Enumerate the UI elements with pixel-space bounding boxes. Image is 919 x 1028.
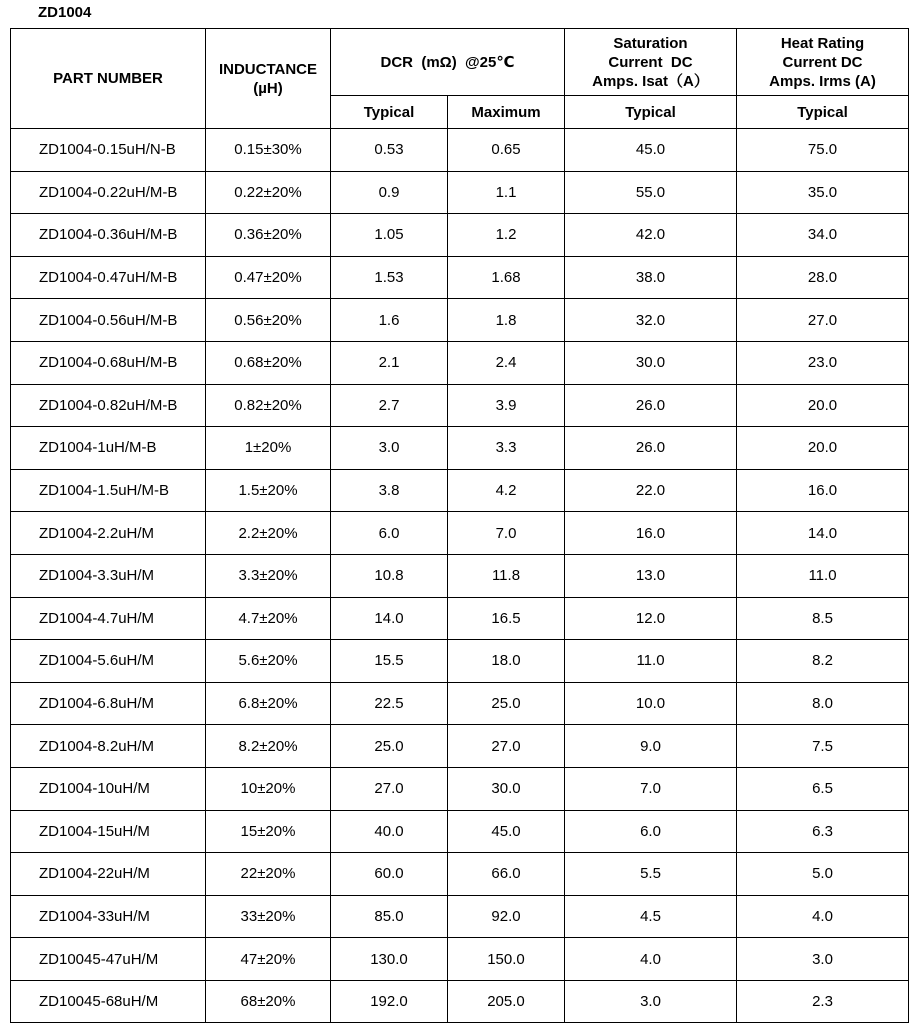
table-row (11, 810, 909, 853)
table-row (11, 938, 909, 981)
cell-dcr-maximum: 150.0 (448, 938, 565, 981)
header-saturation-line2: Current DC (608, 53, 693, 71)
cell-dcr-typical: 3.0 (331, 427, 448, 470)
table-row (11, 767, 909, 810)
cell-dcr-maximum: 1.2 (448, 214, 565, 257)
header-heat-line2: Current DC (782, 53, 863, 71)
header-inductance (206, 29, 331, 129)
cell-dcr-maximum: 18.0 (448, 640, 565, 683)
cell-dcr-typical: 6.0 (331, 512, 448, 555)
cell-dcr-maximum: 2.4 (448, 341, 565, 384)
cell-irms-typical: 23.0 (737, 341, 909, 384)
cell-irms-typical: 4.0 (737, 895, 909, 938)
cell-dcr-typical: 1.05 (331, 214, 448, 257)
header-isat-typical: Typical (565, 96, 737, 129)
table-row (11, 129, 909, 172)
cell-dcr-typical: 40.0 (331, 810, 448, 853)
cell-isat-typical: 11.0 (565, 640, 737, 683)
cell-inductance: 47±20% (206, 938, 331, 981)
spec-table (10, 28, 909, 1023)
cell-dcr-maximum: 3.3 (448, 427, 565, 470)
header-irms-typical: Typical (737, 96, 909, 129)
cell-irms-typical: 20.0 (737, 427, 909, 470)
cell-irms-typical: 35.0 (737, 171, 909, 214)
cell-irms-typical: 28.0 (737, 256, 909, 299)
cell-dcr-typical: 0.53 (331, 129, 448, 172)
header-part-number: PART NUMBER (11, 29, 206, 129)
cell-dcr-typical: 1.53 (331, 256, 448, 299)
cell-isat-typical: 4.5 (565, 895, 737, 938)
cell-part-number: ZD1004-3.3uH/M (11, 554, 206, 597)
cell-isat-typical: 32.0 (565, 299, 737, 342)
table-row (11, 256, 909, 299)
cell-isat-typical: 42.0 (565, 214, 737, 257)
cell-dcr-typical: 60.0 (331, 853, 448, 896)
cell-part-number: ZD1004-6.8uH/M (11, 682, 206, 725)
cell-irms-typical: 14.0 (737, 512, 909, 555)
cell-isat-typical: 13.0 (565, 554, 737, 597)
table-row (11, 214, 909, 257)
cell-part-number: ZD1004-8.2uH/M (11, 725, 206, 768)
table-row (11, 895, 909, 938)
cell-inductance: 0.82±20% (206, 384, 331, 427)
header-heat-line3: Amps. Irms (A) (769, 72, 876, 90)
cell-inductance: 5.6±20% (206, 640, 331, 683)
cell-isat-typical: 10.0 (565, 682, 737, 725)
cell-irms-typical: 8.2 (737, 640, 909, 683)
cell-irms-typical: 20.0 (737, 384, 909, 427)
cell-part-number: ZD1004-15uH/M (11, 810, 206, 853)
cell-inductance: 0.36±20% (206, 214, 331, 257)
cell-isat-typical: 45.0 (565, 129, 737, 172)
header-inductance-line1: INDUCTANCE (218, 60, 318, 78)
cell-inductance: 3.3±20% (206, 554, 331, 597)
cell-dcr-maximum: 25.0 (448, 682, 565, 725)
table-row (11, 171, 909, 214)
cell-part-number: ZD1004-22uH/M (11, 853, 206, 896)
cell-dcr-typical: 1.6 (331, 299, 448, 342)
cell-dcr-typical: 130.0 (331, 938, 448, 981)
table-row (11, 853, 909, 896)
cell-dcr-maximum: 30.0 (448, 767, 565, 810)
cell-dcr-maximum: 27.0 (448, 725, 565, 768)
cell-irms-typical: 8.5 (737, 597, 909, 640)
cell-dcr-typical: 27.0 (331, 767, 448, 810)
cell-part-number: ZD1004-0.82uH/M-B (11, 384, 206, 427)
cell-isat-typical: 26.0 (565, 384, 737, 427)
header-saturation-line1: Saturation (613, 34, 688, 52)
table-row (11, 640, 909, 683)
table-row (11, 512, 909, 555)
cell-dcr-typical: 10.8 (331, 554, 448, 597)
cell-dcr-typical: 15.5 (331, 640, 448, 683)
header-heat-line1: Heat Rating (780, 34, 865, 52)
cell-dcr-maximum: 7.0 (448, 512, 565, 555)
cell-inductance: 68±20% (206, 980, 331, 1023)
cell-inductance: 0.68±20% (206, 341, 331, 384)
cell-dcr-maximum: 0.65 (448, 129, 565, 172)
cell-inductance: 0.22±20% (206, 171, 331, 214)
cell-part-number: ZD1004-2.2uH/M (11, 512, 206, 555)
cell-isat-typical: 3.0 (565, 980, 737, 1023)
cell-irms-typical: 75.0 (737, 129, 909, 172)
cell-dcr-maximum: 66.0 (448, 853, 565, 896)
cell-isat-typical: 38.0 (565, 256, 737, 299)
cell-inductance: 4.7±20% (206, 597, 331, 640)
header-dcr-typical: Typical (331, 96, 448, 129)
cell-inductance: 33±20% (206, 895, 331, 938)
cell-isat-typical: 30.0 (565, 341, 737, 384)
cell-part-number: ZD1004-10uH/M (11, 767, 206, 810)
cell-part-number: ZD1004-1.5uH/M-B (11, 469, 206, 512)
table-row (11, 980, 909, 1023)
cell-irms-typical: 11.0 (737, 554, 909, 597)
cell-dcr-typical: 85.0 (331, 895, 448, 938)
cell-part-number: ZD1004-33uH/M (11, 895, 206, 938)
header-dcr: DCR (mΩ) @25℃ (331, 29, 565, 96)
cell-inductance: 8.2±20% (206, 725, 331, 768)
cell-dcr-typical: 22.5 (331, 682, 448, 725)
cell-isat-typical: 4.0 (565, 938, 737, 981)
cell-isat-typical: 12.0 (565, 597, 737, 640)
header-saturation-line3: Amps. Isat（A） (592, 72, 709, 90)
cell-part-number: ZD1004-0.47uH/M-B (11, 256, 206, 299)
cell-inductance: 2.2±20% (206, 512, 331, 555)
cell-part-number: ZD10045-47uH/M (11, 938, 206, 981)
header-saturation-current (565, 29, 737, 96)
cell-inductance: 1±20% (206, 427, 331, 470)
table-row (11, 725, 909, 768)
cell-irms-typical: 16.0 (737, 469, 909, 512)
cell-inductance: 15±20% (206, 810, 331, 853)
cell-inductance: 0.15±30% (206, 129, 331, 172)
cell-inductance: 1.5±20% (206, 469, 331, 512)
cell-isat-typical: 55.0 (565, 171, 737, 214)
cell-dcr-typical: 14.0 (331, 597, 448, 640)
cell-dcr-maximum: 16.5 (448, 597, 565, 640)
cell-dcr-maximum: 11.8 (448, 554, 565, 597)
cell-isat-typical: 5.5 (565, 853, 737, 896)
cell-irms-typical: 6.5 (737, 767, 909, 810)
cell-dcr-typical: 2.1 (331, 341, 448, 384)
cell-inductance: 22±20% (206, 853, 331, 896)
cell-part-number: ZD1004-0.36uH/M-B (11, 214, 206, 257)
cell-dcr-maximum: 1.8 (448, 299, 565, 342)
cell-isat-typical: 7.0 (565, 767, 737, 810)
cell-irms-typical: 2.3 (737, 980, 909, 1023)
table-row (11, 299, 909, 342)
cell-part-number: ZD1004-0.22uH/M-B (11, 171, 206, 214)
cell-part-number: ZD1004-1uH/M-B (11, 427, 206, 470)
cell-dcr-typical: 192.0 (331, 980, 448, 1023)
header-dcr-maximum: Maximum (448, 96, 565, 129)
cell-part-number: ZD1004-0.15uH/N-B (11, 129, 206, 172)
cell-irms-typical: 6.3 (737, 810, 909, 853)
cell-irms-typical: 8.0 (737, 682, 909, 725)
cell-isat-typical: 22.0 (565, 469, 737, 512)
cell-part-number: ZD1004-0.68uH/M-B (11, 341, 206, 384)
cell-isat-typical: 6.0 (565, 810, 737, 853)
cell-irms-typical: 5.0 (737, 853, 909, 896)
cell-isat-typical: 9.0 (565, 725, 737, 768)
cell-dcr-maximum: 1.1 (448, 171, 565, 214)
table-row (11, 427, 909, 470)
cell-part-number: ZD1004-4.7uH/M (11, 597, 206, 640)
cell-dcr-maximum: 3.9 (448, 384, 565, 427)
cell-inductance: 0.47±20% (206, 256, 331, 299)
cell-isat-typical: 26.0 (565, 427, 737, 470)
table-row (11, 384, 909, 427)
header-inductance-line2: (µH) (253, 79, 283, 97)
cell-inductance: 10±20% (206, 767, 331, 810)
table-row (11, 469, 909, 512)
cell-inductance: 0.56±20% (206, 299, 331, 342)
cell-dcr-typical: 0.9 (331, 171, 448, 214)
table-row (11, 341, 909, 384)
cell-dcr-maximum: 4.2 (448, 469, 565, 512)
cell-dcr-typical: 25.0 (331, 725, 448, 768)
cell-part-number: ZD1004-0.56uH/M-B (11, 299, 206, 342)
cell-irms-typical: 7.5 (737, 725, 909, 768)
header-heat-rating-current (737, 29, 909, 96)
table-row (11, 597, 909, 640)
cell-dcr-maximum: 205.0 (448, 980, 565, 1023)
cell-dcr-typical: 3.8 (331, 469, 448, 512)
cell-irms-typical: 3.0 (737, 938, 909, 981)
table-row (11, 554, 909, 597)
cell-dcr-maximum: 92.0 (448, 895, 565, 938)
table-body (11, 129, 909, 1023)
cell-irms-typical: 34.0 (737, 214, 909, 257)
table-header (11, 29, 909, 129)
cell-dcr-maximum: 1.68 (448, 256, 565, 299)
cell-part-number: ZD10045-68uH/M (11, 980, 206, 1023)
cell-dcr-maximum: 45.0 (448, 810, 565, 853)
cell-part-number: ZD1004-5.6uH/M (11, 640, 206, 683)
cell-inductance: 6.8±20% (206, 682, 331, 725)
cell-dcr-typical: 2.7 (331, 384, 448, 427)
document-title: ZD1004 (38, 4, 92, 21)
cell-irms-typical: 27.0 (737, 299, 909, 342)
cell-isat-typical: 16.0 (565, 512, 737, 555)
table-row (11, 682, 909, 725)
